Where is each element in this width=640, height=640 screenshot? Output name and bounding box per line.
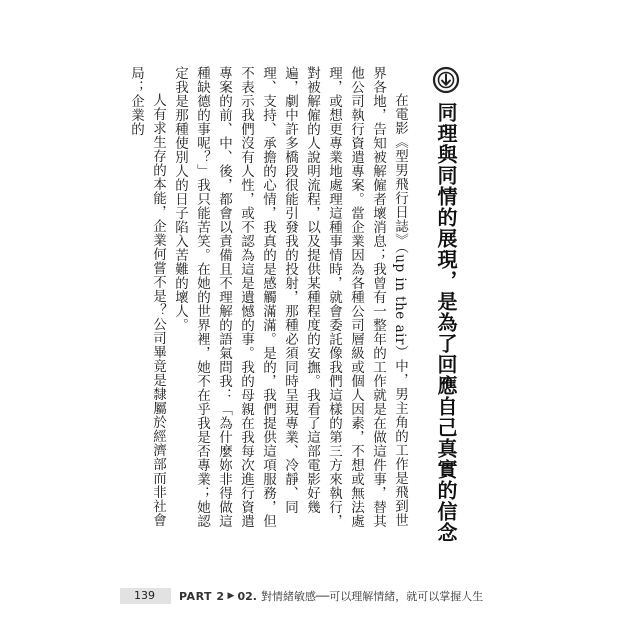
paragraph: 在電影《型男飛行日誌》（up in the air）中，男主角的工作是飛到世界各地，告知被解僱者壞消息；我曾有一整年的工作就是在做這件事，替其他公司執行資遣專案。當企業因為各種公司層級或個人因素，不想或無法處理，或想更專業地處理這種事情時，就會委託像我們這樣的第三方來執行，對被解僱的人說明流程，以及提供某種程度的安撫。我看了這部電影好幾遍，劇中許多橋段很能引發我的投射，那種必須同時呈現專業、冷靜、同理、支持、承擔的心情，我真的是感觸滿滿。是的，我們提供這項服務，但不表示我們沒有人性，或不認為這是遺憾的事。我的母親在我每次進行資遣專案的前、中、後，都會以責備且不理解的語氣問我：「為什麼妳非得做這種缺德的事呢？」我只能苦笑。在她的世界裡，她不在乎我是否專業；她認定我是那種使別人的日子陷入苦難的壞人。 — [172, 66, 408, 528]
part-label: PART 2 — [179, 589, 225, 603]
paragraph: 人有求生存的本能，企業何嘗不是？公司畢竟是隸屬於經濟部而非社會局；企業的 — [128, 66, 166, 527]
heading-title: 同理與同情的展現，是為了回應自己真實的信念 — [434, 102, 458, 543]
page-number: 139 — [120, 588, 171, 604]
body-text — [128, 66, 411, 536]
section-heading — [426, 66, 466, 543]
page-footer — [120, 588, 483, 604]
down-arrow-circle-icon — [432, 66, 460, 94]
chapter-number: 02. — [237, 589, 257, 603]
chapter-title: 對情緒敏感──可以理解情緒，就可以掌握人生 — [260, 590, 484, 603]
triangle-right-icon: ▶ — [227, 591, 235, 601]
